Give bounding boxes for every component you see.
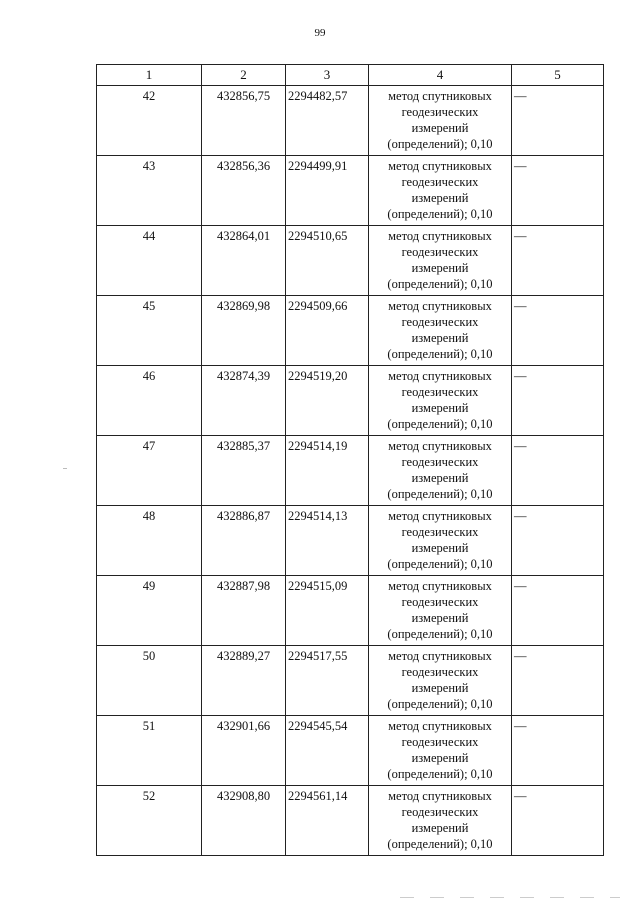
method-cell [369, 156, 512, 226]
method-line: геодезических [401, 385, 479, 399]
table-row [97, 576, 604, 646]
x-coordinate-cell: 432889,27 [202, 646, 286, 716]
point-number-cell: 46 [97, 366, 202, 436]
y-coordinate-cell: 2294482,57 [286, 86, 369, 156]
point-number-cell: 48 [97, 506, 202, 576]
method-line: геодезических [401, 175, 479, 189]
description-dash: — [514, 649, 527, 663]
method-line: измерений [411, 821, 469, 835]
page-number: 99 [314, 27, 326, 39]
method-line: метод спутниковых [388, 439, 492, 453]
x-coordinate-cell: 432885,37 [202, 436, 286, 506]
method-line: метод спутниковых [388, 649, 492, 663]
method-cell [369, 226, 512, 296]
method-line: метод спутниковых [388, 299, 492, 313]
method-cell [369, 366, 512, 436]
method-line: метод спутниковых [388, 789, 492, 803]
x-coordinate-cell: 432874,39 [202, 366, 286, 436]
x-coordinate-cell: 432869,98 [202, 296, 286, 366]
header-col-5: 5 [512, 65, 604, 86]
table-row [97, 646, 604, 716]
method-line: геодезических [401, 735, 479, 749]
description-cell [512, 86, 604, 156]
method-line: (определений); 0,10 [387, 207, 493, 221]
description-cell [512, 226, 604, 296]
footer-faint-line [400, 897, 620, 898]
method-line: (определений); 0,10 [387, 417, 493, 431]
x-coordinate-cell: 432864,01 [202, 226, 286, 296]
method-line: измерений [411, 121, 469, 135]
x-coordinate-cell: 432901,66 [202, 716, 286, 786]
point-number-cell: 42 [97, 86, 202, 156]
method-cell [369, 576, 512, 646]
method-line: (определений); 0,10 [387, 767, 493, 781]
method-cell [369, 716, 512, 786]
y-coordinate-cell: 2294514,13 [286, 506, 369, 576]
method-line: измерений [411, 471, 469, 485]
y-coordinate-cell: 2294514,19 [286, 436, 369, 506]
description-dash: — [514, 719, 527, 733]
description-cell [512, 646, 604, 716]
description-dash: — [514, 439, 527, 453]
header-col-4: 4 [369, 65, 512, 86]
method-line: метод спутниковых [388, 579, 492, 593]
y-coordinate-cell: 2294510,65 [286, 226, 369, 296]
y-coordinate-cell: 2294509,66 [286, 296, 369, 366]
description-cell [512, 156, 604, 226]
header-col-2: 2 [202, 65, 286, 86]
description-dash: — [514, 229, 527, 243]
description-dash: — [514, 299, 527, 313]
x-coordinate-cell: 432856,36 [202, 156, 286, 226]
description-cell [512, 576, 604, 646]
method-line: (определений); 0,10 [387, 697, 493, 711]
method-line: метод спутниковых [388, 509, 492, 523]
method-line: (определений); 0,10 [387, 487, 493, 501]
point-number-cell: 44 [97, 226, 202, 296]
description-dash: — [514, 159, 527, 173]
y-coordinate-cell: 2294561,14 [286, 786, 369, 856]
table-row [97, 86, 604, 156]
method-line: метод спутниковых [388, 369, 492, 383]
method-line: измерений [411, 611, 469, 625]
point-number-cell: 50 [97, 646, 202, 716]
description-cell [512, 436, 604, 506]
description-dash: — [514, 509, 527, 523]
method-cell [369, 506, 512, 576]
method-line: измерений [411, 261, 469, 275]
table-row [97, 716, 604, 786]
table-row [97, 786, 604, 856]
table-row [97, 296, 604, 366]
description-cell [512, 506, 604, 576]
table-row [97, 366, 604, 436]
table-header-row [97, 65, 604, 86]
y-coordinate-cell: 2294545,54 [286, 716, 369, 786]
method-line: геодезических [401, 105, 479, 119]
method-line: измерений [411, 681, 469, 695]
method-line: геодезических [401, 315, 479, 329]
x-coordinate-cell: 432887,98 [202, 576, 286, 646]
method-line: (определений); 0,10 [387, 837, 493, 851]
method-line: (определений); 0,10 [387, 137, 493, 151]
method-line: геодезических [401, 595, 479, 609]
method-line: метод спутниковых [388, 89, 492, 103]
method-line: (определений); 0,10 [387, 557, 493, 571]
method-line: метод спутниковых [388, 719, 492, 733]
margin-mark [63, 468, 67, 469]
point-number-cell: 45 [97, 296, 202, 366]
method-line: метод спутниковых [388, 159, 492, 173]
table-body [97, 86, 604, 856]
y-coordinate-cell: 2294519,20 [286, 366, 369, 436]
method-line: (определений); 0,10 [387, 277, 493, 291]
method-cell [369, 296, 512, 366]
method-line: измерений [411, 541, 469, 555]
point-number-cell: 49 [97, 576, 202, 646]
method-cell [369, 86, 512, 156]
description-cell [512, 716, 604, 786]
table-row [97, 226, 604, 296]
method-line: (определений); 0,10 [387, 627, 493, 641]
description-cell [512, 786, 604, 856]
description-dash: — [514, 789, 527, 803]
y-coordinate-cell: 2294499,91 [286, 156, 369, 226]
method-line: геодезических [401, 525, 479, 539]
header-col-1: 1 [97, 65, 202, 86]
x-coordinate-cell: 432886,87 [202, 506, 286, 576]
method-line: измерений [411, 331, 469, 345]
y-coordinate-cell: 2294515,09 [286, 576, 369, 646]
x-coordinate-cell: 432856,75 [202, 86, 286, 156]
method-line: (определений); 0,10 [387, 347, 493, 361]
table-row [97, 506, 604, 576]
method-line: измерений [411, 191, 469, 205]
coordinates-table [96, 64, 604, 856]
method-cell [369, 786, 512, 856]
table-row [97, 436, 604, 506]
description-dash: — [514, 579, 527, 593]
method-line: измерений [411, 751, 469, 765]
point-number-cell: 43 [97, 156, 202, 226]
point-number-cell: 47 [97, 436, 202, 506]
y-coordinate-cell: 2294517,55 [286, 646, 369, 716]
table-row [97, 156, 604, 226]
description-dash: — [514, 89, 527, 103]
method-line: метод спутниковых [388, 229, 492, 243]
method-cell [369, 646, 512, 716]
method-line: измерений [411, 401, 469, 415]
point-number-cell: 52 [97, 786, 202, 856]
header-col-3: 3 [286, 65, 369, 86]
description-cell [512, 296, 604, 366]
description-dash: — [514, 369, 527, 383]
x-coordinate-cell: 432908,80 [202, 786, 286, 856]
method-line: геодезических [401, 805, 479, 819]
description-cell [512, 366, 604, 436]
method-line: геодезических [401, 245, 479, 259]
point-number-cell: 51 [97, 716, 202, 786]
method-cell [369, 436, 512, 506]
method-line: геодезических [401, 665, 479, 679]
method-line: геодезических [401, 455, 479, 469]
